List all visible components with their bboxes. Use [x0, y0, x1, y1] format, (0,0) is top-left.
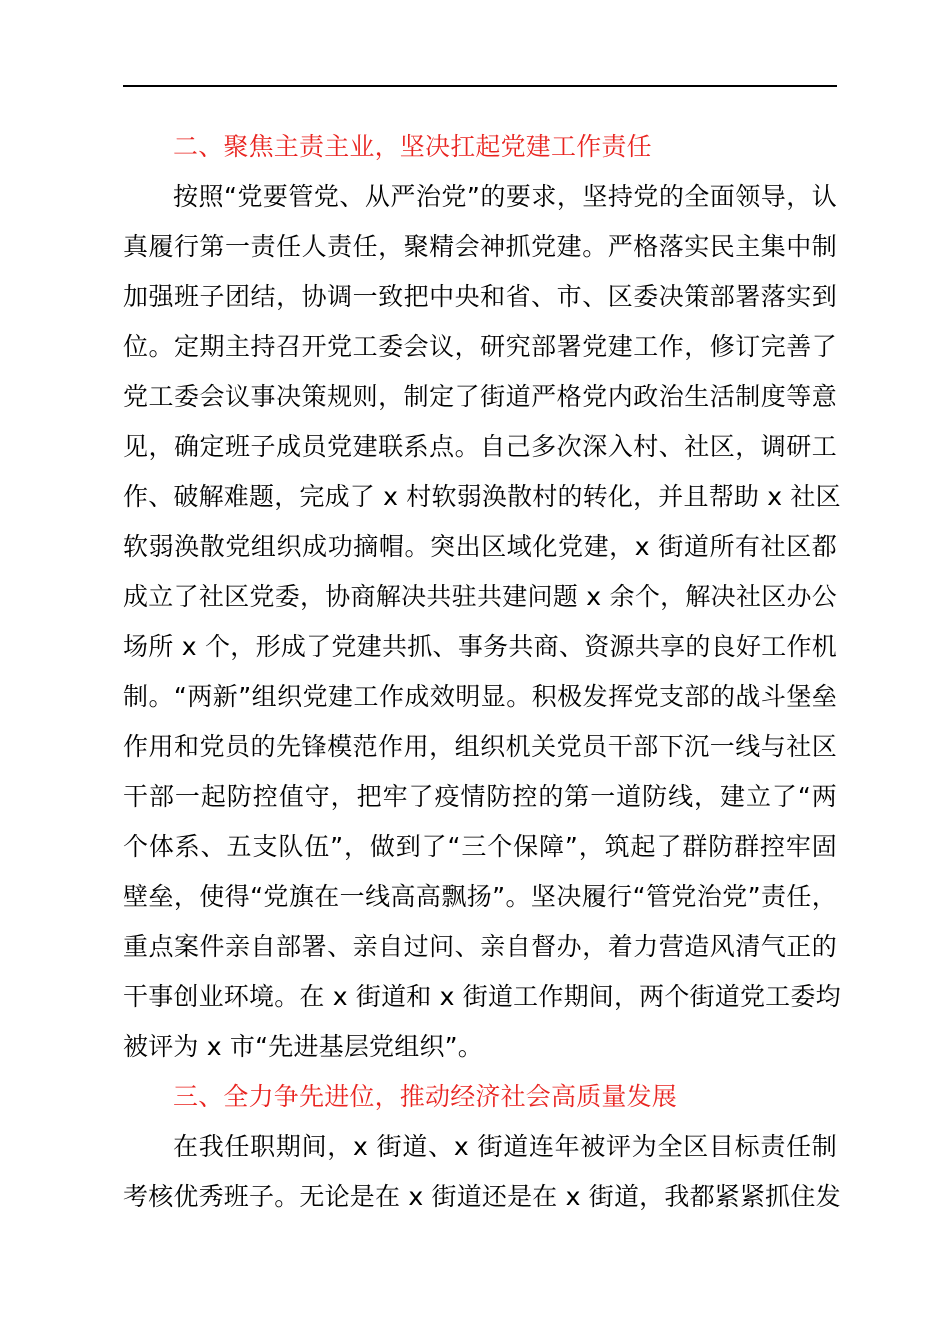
- paragraph-line: 考核优秀班子。无论是在 x 街道还是在 x 街道，我都紧紧抓住发: [123, 1182, 841, 1211]
- paragraph-line: 个体系、五支队伍”，做到了“三个保障”，筑起了群防群控牢固: [123, 832, 837, 861]
- paragraph-line: 见，确定班子成员党建联系点。自己多次深入村、社区，调研工: [123, 432, 837, 461]
- paragraph-line: 加强班子团结，协调一致把中央和省、市、区委决策部署落实到: [123, 282, 837, 311]
- paragraph-line: 被评为 x 市“先进基层党组织”。: [123, 1032, 483, 1061]
- paragraph-line: 作、破解难题，完成了 x 村软弱涣散村的转化，并且帮助 x 社区: [123, 482, 841, 511]
- section-heading: 三、全力争先进位，推动经济社会高质量发展: [173, 1082, 678, 1111]
- paragraph-line: 干部一起防控值守，把牢了疫情防控的第一道防线，建立了“两: [123, 782, 837, 811]
- paragraph-line: 位。定期主持召开党工委会议，研究部署党建工作，修订完善了: [123, 332, 837, 361]
- paragraph-line: 真履行第一责任人责任，聚精会神抓党建。严格落实民主集中制: [123, 232, 837, 261]
- section-heading: 二、聚焦主责主业，坚决扛起党建工作责任: [173, 132, 652, 161]
- paragraph-line: 在我任职期间，x 街道、x 街道连年被评为全区目标责任制: [173, 1132, 837, 1161]
- paragraph-line: 壁垒，使得“党旗在一线高高飘扬”。坚决履行“管党治党”责任，: [123, 882, 837, 911]
- paragraph-line: 党工委会议事决策规则，制定了街道严格党内政治生活制度等意: [123, 382, 837, 411]
- paragraph-line: 干事创业环境。在 x 街道和 x 街道工作期间，两个街道党工委均: [123, 982, 841, 1011]
- section-paragraph: [123, 172, 841, 1072]
- paragraph-line: 场所 x 个，形成了党建共抓、事务共商、资源共享的良好工作机: [123, 632, 837, 661]
- paragraph-line: 制。“两新”组织党建工作成效明显。积极发挥党支部的战斗堡垒: [123, 682, 837, 711]
- section-paragraph: [123, 1122, 841, 1222]
- paragraph-line: 成立了社区党委，协商解决共驻共建问题 x 余个，解决社区办公: [123, 582, 837, 611]
- paragraph-line: 重点案件亲自部署、亲自过问、亲自督办，着力营造风清气正的: [123, 932, 837, 961]
- paragraph-line: 软弱涣散党组织成功摘帽。突出区域化党建，x 街道所有社区都: [123, 532, 837, 561]
- paragraph-line: 作用和党员的先锋模范作用，组织机关党员干部下沉一线与社区: [123, 732, 837, 761]
- paragraph-line: 按照“党要管党、从严治党”的要求，坚持党的全面领导，认: [173, 182, 837, 211]
- document-body: [123, 122, 841, 1222]
- header-rule: [123, 85, 837, 87]
